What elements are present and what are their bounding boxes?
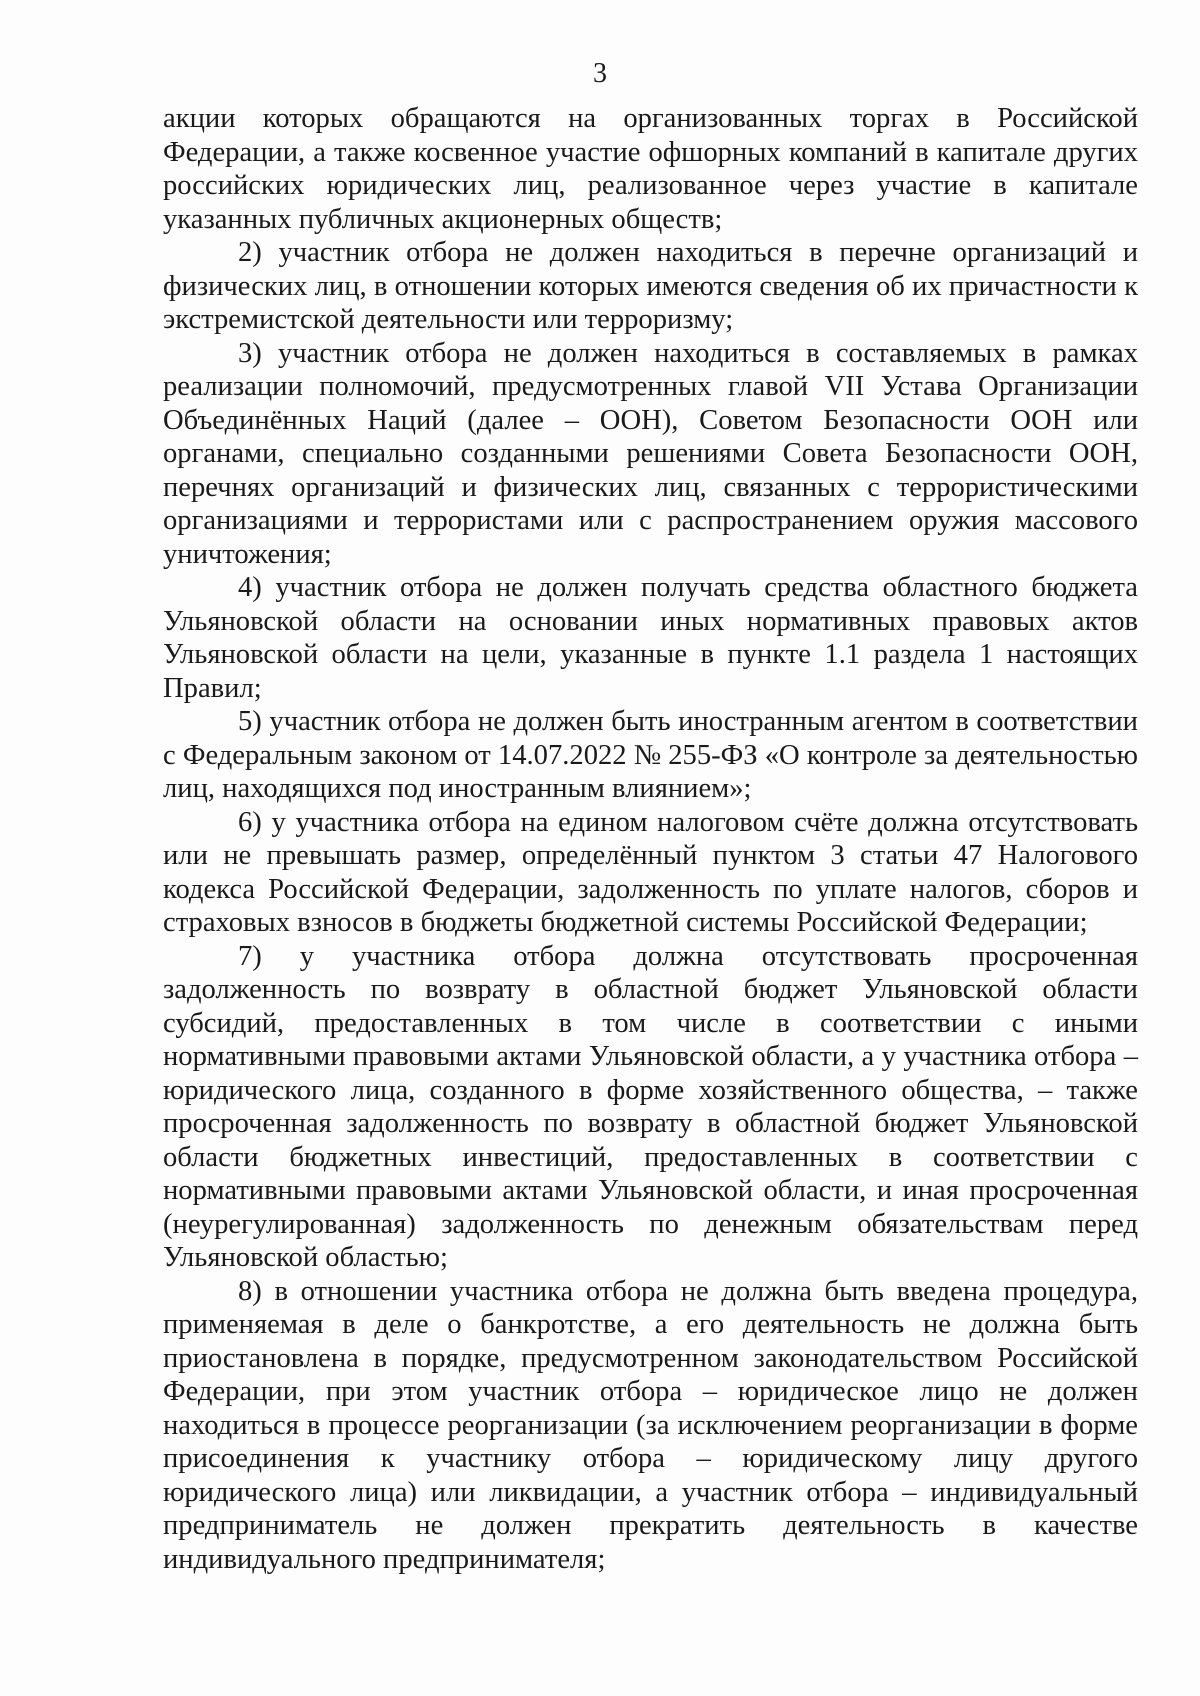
paragraph-item-5: 5) участник отбора не должен быть иностранным агентом в соответствии с Федеральным законом от 14.07.2022 № 255-ФЗ «О контроле за деятельностью лиц, находящихся под иностранным влиянием»; [163, 706, 1138, 804]
paragraph-item-8: 8) в отношении участника отбора не должна быть введена процедура, применяемая в деле о банкротстве, а его деятельность не должна быть приостановлена в порядке, предусмотренном законодательством Российской Федерации, при этом участник отбора – юридическое лицо не должен находиться в процессе реорганизации (за исключением реорганизации в форме присоединения к участнику отбора – юридическому лицу другого юридического лица) или ликвидации, а участник отбора – индивидуальный предприниматель не должен прекратить деятельность в качестве индивидуального предпринимателя; [163, 1275, 1138, 1575]
paragraph-item-7: 7) у участника отбора должна отсутствовать просроченная задолженность по возврату в областной бюджет Ульяновской области субсидий, предоставленных в том числе в соответствии с иными нормативными правовыми актами Ульяновской области, а у участника отбора – юридического лица, созданного в форме хозяйственного общества, – также просроченная задолженность по возврату в областной бюджет Ульяновской области бюджетных инвестиций, предоставленных в соответствии с нормативными правовыми актами Ульяновской области, и иная просроченная (неурегулированная) задолженность по денежным обязательствам перед Ульяновской областью; [163, 940, 1138, 1273]
paragraph-item-2: 2) участник отбора не должен находиться в перечне организаций и физических лиц, в отношении которых имеются сведения об их причастности к экстремистской деятельности или терроризму; [163, 237, 1138, 335]
paragraph-item-3: 3) участник отбора не должен находиться в составляемых в рамках реализации полномочий, предусмотренных главой VII Устава Организации Объединённых Наций (далее – ООН), Советом Безопасности ООН или органами, специально созданными решениями Совета Безопасности ООН, перечнях организаций и физических лиц, связанных с террористическими организациями и террористами или с распространением оружия массового уничтожения; [163, 337, 1138, 570]
paragraph-item-6: 6) у участника отбора на едином налоговом счёте должна отсутствовать или не превышать размер, определённый пунктом 3 статьи 47 Налогового кодекса Российской Федерации, задолженность по уплате налогов, сборов и страховых взносов в бюджеты бюджетной системы Российской Федерации; [163, 806, 1138, 938]
document-body [163, 102, 1138, 1576]
paragraph-continuation: акции которых обращаются на организованных торгах в Российской Федерации, а также косвенное участие офшорных компаний в капитале других российских юридических лиц, реализованное через участие в капитале указанных публичных акционерных обществ; [163, 103, 1138, 235]
page-number: 3 [593, 58, 607, 89]
paragraph-item-4: 4) участник отбора не должен получать средства областного бюджета Ульяновской области на основании иных нормативных правовых актов Ульяновской области на цели, указанные в пункте 1.1 раздела 1 настоящих Правил; [163, 572, 1138, 704]
